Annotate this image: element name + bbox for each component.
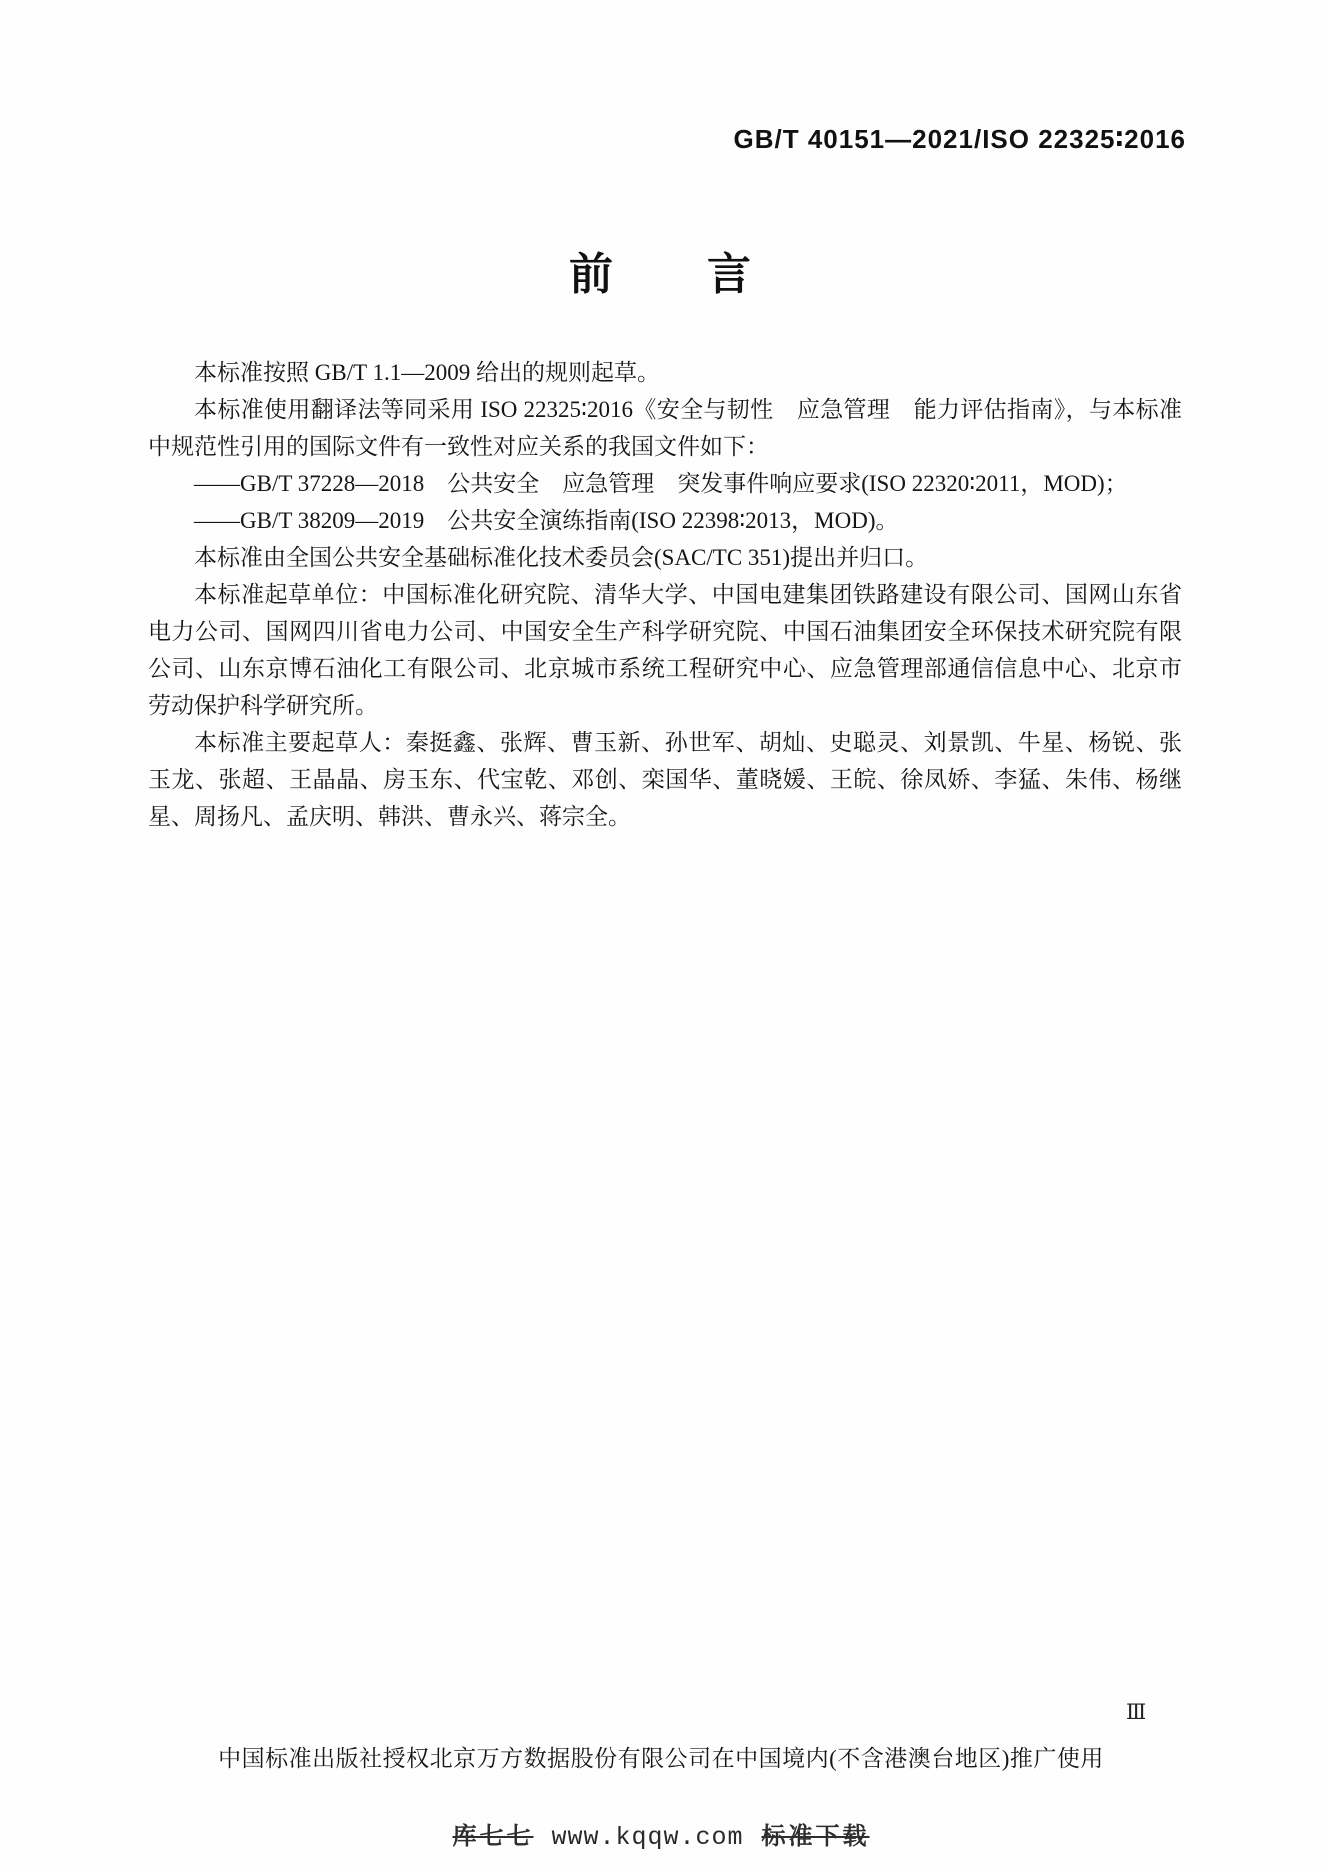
watermark-url: www.kqqw.com (551, 1823, 744, 1852)
page-title-foreword: 前 言 (569, 250, 753, 299)
watermark (0, 1816, 1322, 1852)
foreword-paragraph: 本标准按照 GB/T 1.1—2009 给出的规则起草。 (194, 360, 660, 385)
standard-code-header: GB/T 40151—2021/ISO 22325∶2016 (733, 124, 1186, 154)
foreword-body (148, 354, 1182, 835)
foreword-paragraph: 本标准主要起草人：秦挺鑫、张辉、曹玉新、孙世军、胡灿、史聪灵、刘景凯、牛星、杨锐、张玉龙、张超、王晶晶、房玉东、代宝乾、邓创、栾国华、董晓媛、王皖、徐凤娇、李猛、朱伟、杨继星、周扬凡、孟庆明、韩洪、曹永兴、蒋宗全。 (148, 730, 1182, 829)
foreword-paragraph: ——GB/T 37228—2018 公共安全 应急管理 突发事件响应要求(ISO 22320∶2011，MOD)； (194, 471, 1128, 496)
foreword-paragraph: 本标准由全国公共安全基础标准化技术委员会(SAC/TC 351)提出并归口。 (194, 545, 929, 570)
authorization-note: 中国标准出版社授权北京万方数据股份有限公司在中国境内(不含港澳台地区)推广使用 (218, 1746, 1104, 1771)
watermark-site-name: 库七七 (452, 1823, 534, 1850)
watermark-download-label: 标准下载 (761, 1823, 870, 1850)
foreword-paragraph: ——GB/T 38209—2019 公共安全演练指南(ISO 22398∶2013，MOD)。 (194, 508, 899, 533)
foreword-paragraph: 本标准使用翻译法等同采用 ISO 22325∶2016《安全与韧性 应急管理 能力评估指南》，与本标准中规范性引用的国际文件有一致性对应关系的我国文件如下： (148, 397, 1182, 459)
foreword-paragraph: 本标准起草单位：中国标准化研究院、清华大学、中国电建集团铁路建设有限公司、国网山东省电力公司、国网四川省电力公司、中国安全生产科学研究院、中国石油集团安全环保技术研究院有限公司、山东京博石油化工有限公司、北京城市系统工程研究中心、应急管理部通信信息中心、北京市劳动保护科学研究所。 (148, 582, 1182, 718)
page-number: Ⅲ (1126, 1700, 1147, 1724)
